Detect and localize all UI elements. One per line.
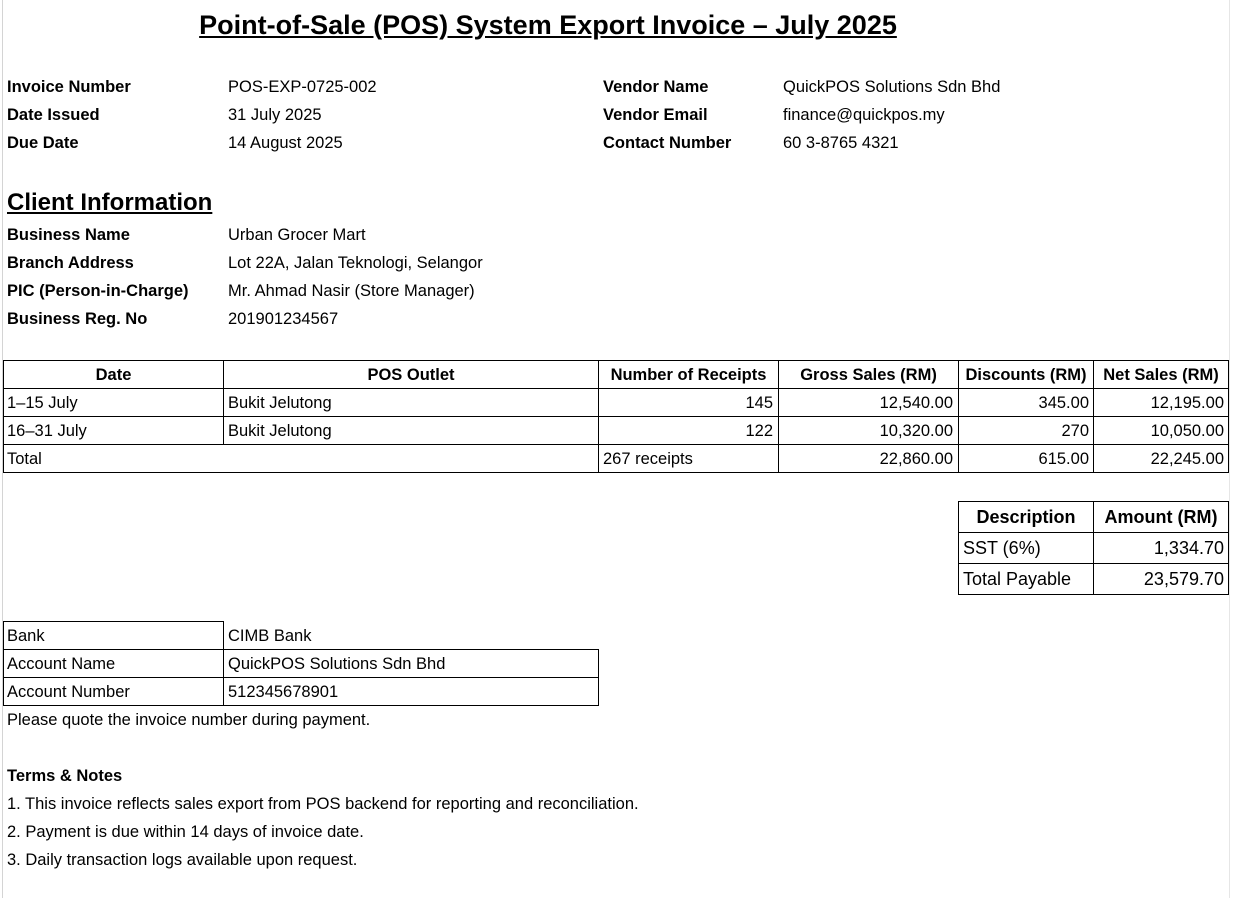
branch-address-label: Branch Address bbox=[7, 254, 134, 272]
account-name-value: QuickPOS Solutions Sdn Bhd bbox=[228, 655, 446, 673]
summary-header-amount: Amount (RM) bbox=[1104, 507, 1218, 527]
total-gross: 22,860.00 bbox=[879, 450, 953, 468]
summary-header-description: Description bbox=[976, 507, 1076, 527]
table-cell-date: 1–15 July bbox=[7, 394, 78, 412]
business-name-value: Urban Grocer Mart bbox=[228, 226, 366, 244]
col-header-pos-outlet: POS Outlet bbox=[367, 366, 455, 384]
pic-label: PIC (Person-in-Charge) bbox=[7, 282, 189, 300]
due-date-label: Due Date bbox=[7, 134, 79, 152]
contact-number-label: Contact Number bbox=[603, 134, 732, 152]
total-receipts: 267 receipts bbox=[603, 450, 693, 468]
payment-note: Please quote the invoice number during payment. bbox=[7, 711, 371, 729]
table-cell-receipts: 122 bbox=[745, 422, 773, 440]
contact-number-value: 60 3-8765 4321 bbox=[783, 134, 899, 152]
table-cell-net: 10,050.00 bbox=[1150, 422, 1224, 440]
client-information-heading: Client Information bbox=[7, 189, 213, 216]
pic-value: Mr. Ahmad Nasir (Store Manager) bbox=[228, 282, 475, 300]
table-cell-receipts: 145 bbox=[745, 394, 773, 412]
table-cell-discounts: 345.00 bbox=[1038, 394, 1089, 412]
table-cell-net: 12,195.00 bbox=[1150, 394, 1224, 412]
sst-amount: 1,334.70 bbox=[1153, 538, 1224, 558]
terms-item: 2. Payment is due within 14 days of invoice date. bbox=[7, 823, 364, 841]
vendor-name-label: Vendor Name bbox=[603, 78, 709, 96]
table-cell-gross: 10,320.00 bbox=[879, 422, 953, 440]
table-cell-gross: 12,540.00 bbox=[879, 394, 953, 412]
table-cell-date: 16–31 July bbox=[7, 422, 87, 440]
total-discounts: 615.00 bbox=[1038, 450, 1089, 468]
date-issued-value: 31 July 2025 bbox=[228, 106, 322, 124]
total-payable-label: Total Payable bbox=[963, 569, 1072, 589]
date-issued-label: Date Issued bbox=[7, 106, 100, 124]
account-number-value: 512345678901 bbox=[228, 683, 339, 701]
table-cell-outlet: Bukit Jelutong bbox=[228, 422, 332, 440]
business-reg-value: 201901234567 bbox=[228, 310, 339, 328]
total-payable-amount: 23,579.70 bbox=[1143, 569, 1224, 589]
vendor-name-value: QuickPOS Solutions Sdn Bhd bbox=[783, 78, 1001, 96]
col-header-gross-sales: Gross Sales (RM) bbox=[800, 366, 937, 384]
business-reg-label: Business Reg. No bbox=[7, 310, 148, 328]
due-date-value: 14 August 2025 bbox=[228, 134, 343, 152]
terms-item: 1. This invoice reflects sales export from POS backend for reporting and reconciliation. bbox=[7, 795, 639, 813]
branch-address-value: Lot 22A, Jalan Teknologi, Selangor bbox=[228, 254, 483, 272]
sheet-right-edge bbox=[1229, 0, 1230, 898]
table-cell-discounts: 270 bbox=[1061, 422, 1089, 440]
invoice-number-label: Invoice Number bbox=[7, 78, 131, 96]
terms-item: 3. Daily transaction logs available upon request. bbox=[7, 851, 358, 869]
account-number-label: Account Number bbox=[7, 683, 130, 701]
terms-heading: Terms & Notes bbox=[7, 767, 123, 785]
account-name-label: Account Name bbox=[7, 655, 116, 673]
vendor-email-value: finance@quickpos.my bbox=[783, 106, 945, 124]
col-header-receipts: Number of Receipts bbox=[610, 366, 767, 384]
total-net: 22,245.00 bbox=[1150, 450, 1224, 468]
business-name-label: Business Name bbox=[7, 226, 130, 244]
table-cell-outlet: Bukit Jelutong bbox=[228, 394, 332, 412]
vendor-email-label: Vendor Email bbox=[603, 106, 708, 124]
bank-value: CIMB Bank bbox=[228, 627, 312, 645]
invoice-number-value: POS-EXP-0725-002 bbox=[228, 78, 377, 96]
invoice-title: Point-of-Sale (POS) System Export Invoice – July 2025 bbox=[199, 10, 897, 40]
col-header-discounts: Discounts (RM) bbox=[965, 366, 1087, 384]
sst-label: SST (6%) bbox=[963, 538, 1041, 558]
col-header-date: Date bbox=[95, 366, 132, 384]
bank-label: Bank bbox=[7, 627, 45, 645]
col-header-net-sales: Net Sales (RM) bbox=[1103, 366, 1219, 384]
total-label: Total bbox=[7, 450, 42, 468]
